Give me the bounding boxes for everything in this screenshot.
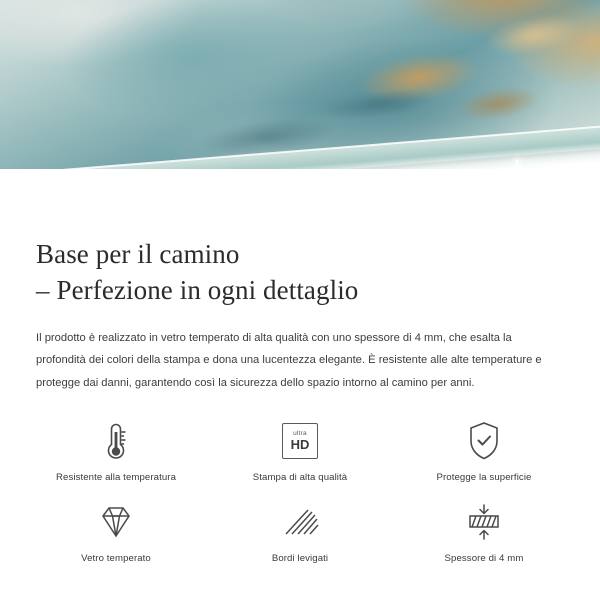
headline-line-2: – Perfezione in ogni dettaglio (36, 274, 359, 305)
diamond-icon (94, 499, 138, 545)
hero-bottom-fill (0, 169, 600, 215)
feature-label: Bordi levigati (271, 553, 329, 565)
feature-item-print-quality (208, 418, 392, 483)
page-title (36, 237, 564, 309)
feature-item-thickness (392, 499, 576, 564)
badge-bottom-text: HD (290, 437, 310, 453)
feature-item-surface-protection (392, 418, 576, 483)
feature-grid (0, 418, 600, 564)
ultra-hd-icon (282, 418, 318, 464)
shield-check-icon (464, 418, 504, 464)
feature-label: Stampa di alta qualità (252, 472, 348, 484)
feature-item-temperature (24, 418, 208, 483)
feature-label: Protegge la superficie (436, 472, 532, 484)
hero-product-image (0, 0, 600, 215)
description-block (0, 215, 600, 394)
feature-label: Resistente alla temperatura (55, 472, 177, 484)
description-paragraph: Il prodotto è realizzato in vetro temperato di alta qualità con uno spessore di 4 mm, che esalta la profondità dei colori della stampa e dona una lucentezza elegante. È resistente alle alte temperature e protegge dai danni, garantendo così la sicurezza dello spazio intorno al camino per anni. (36, 331, 542, 389)
polished-edges-icon (278, 499, 322, 545)
feature-item-tempered-glass (24, 499, 208, 564)
feature-label: Spessore di 4 mm (444, 553, 524, 565)
thermometer-icon (96, 418, 136, 464)
thickness-icon (462, 499, 506, 545)
feature-item-polished-edges (208, 499, 392, 564)
feature-label: Vetro temperato (81, 553, 151, 565)
headline-line-1: Base per il camino (36, 239, 240, 269)
badge-top-text: ultra (293, 429, 307, 437)
